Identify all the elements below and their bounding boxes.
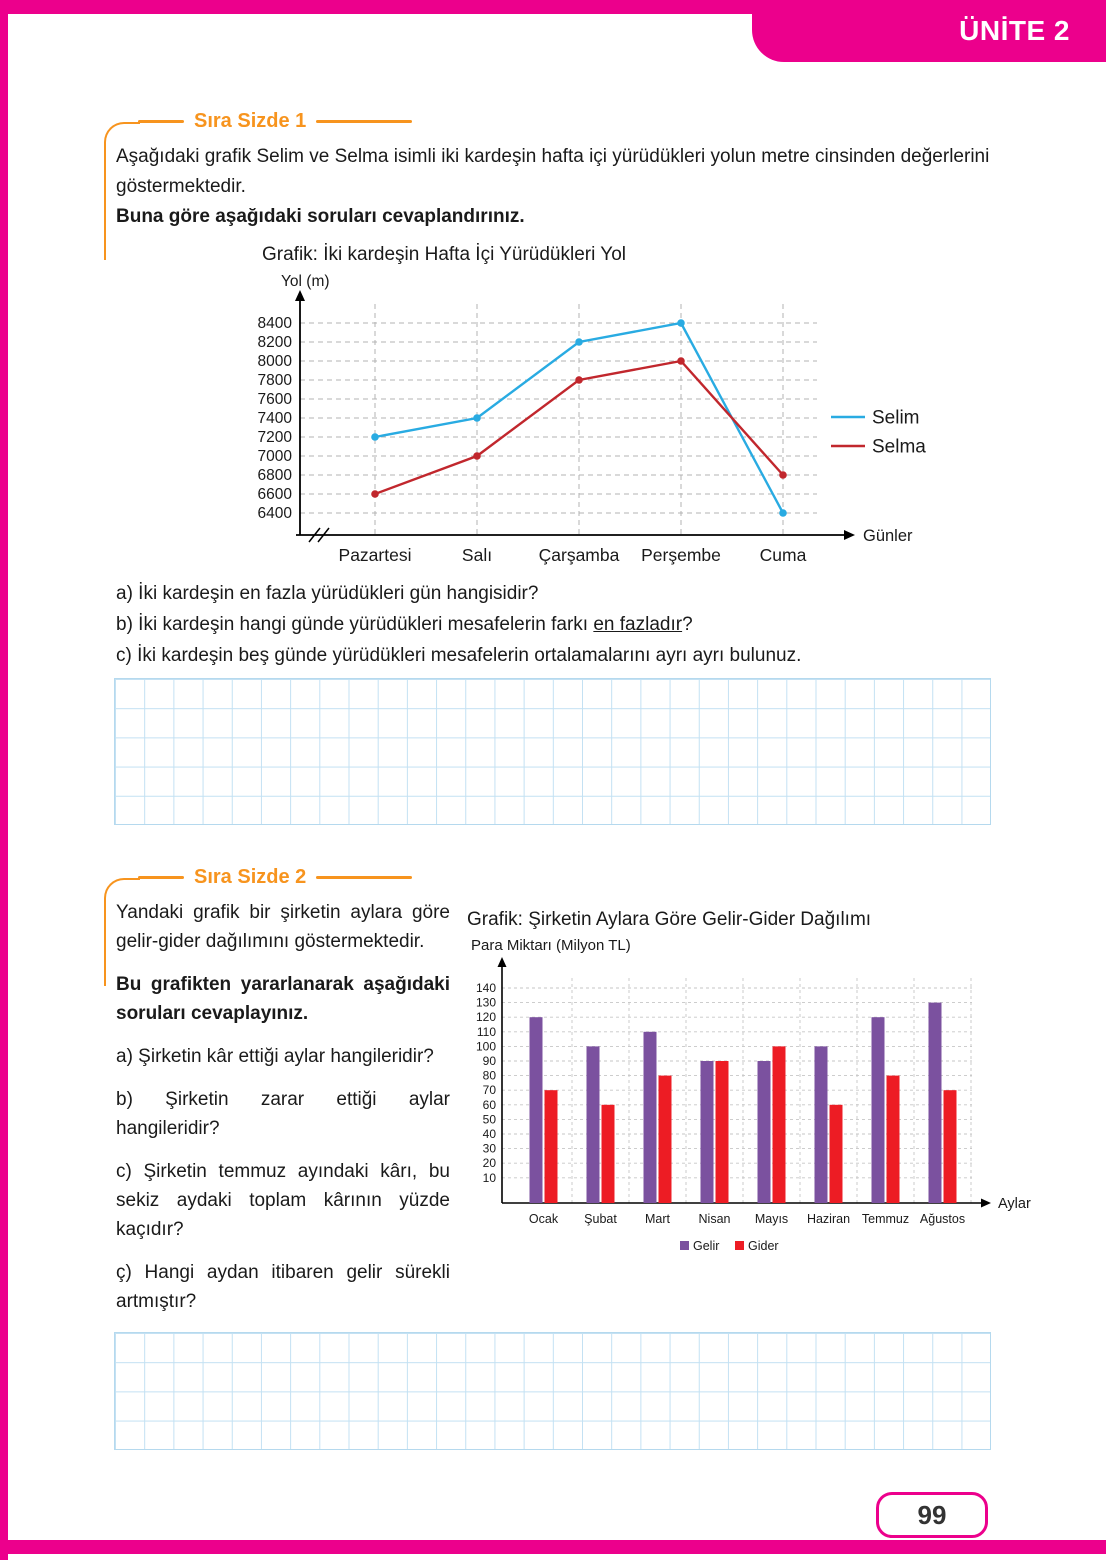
bar-chart-y-axis-label: Para Miktarı (Milyon TL) [471,937,631,954]
svg-text:Pazartesi: Pazartesi [338,545,412,565]
svg-text:110: 110 [476,1024,496,1039]
answer-grid-1 [114,678,991,825]
bottom-accent-bar [0,1540,1106,1554]
svg-text:140: 140 [475,981,496,995]
svg-text:6800: 6800 [257,467,292,484]
svg-text:Perşembe: Perşembe [641,545,721,565]
question-2ch: ç) Hangi aydan itibaren gelir sürekli artmıştır? [116,1262,450,1312]
bar-chart [460,948,1040,1278]
svg-text:7800: 7800 [257,372,292,389]
label-rule-left [138,876,184,879]
svg-text:Temmuz: Temmuz [861,1212,910,1226]
svg-text:Mart: Mart [645,1212,670,1226]
underlined-phrase: en fazladır [593,614,683,635]
sira-sizde-2-header [138,866,412,889]
section1-instruction: Buna göre aşağıdaki soruları cevaplandırınız. [116,206,525,227]
svg-text:8400: 8400 [257,315,292,332]
svg-text:7600: 7600 [257,391,292,408]
question-1a: a) İki kardeşin en fazla yürüdükleri gün hangisidir? [116,583,539,604]
svg-text:Şubat: Şubat [584,1212,617,1226]
line-chart-title: Grafik: İki kardeşin Hafta İçi Yürüdükleri Yol [262,244,626,265]
svg-text:7400: 7400 [257,410,292,427]
svg-text:60: 60 [482,1097,496,1112]
svg-text:20: 20 [482,1156,496,1171]
page-number: 99 [917,1499,947,1530]
svg-text:Cuma: Cuma [759,545,807,565]
sira-sizde-1-header [138,110,412,133]
svg-text:30: 30 [482,1141,496,1156]
section2-intro: Yandaki grafik bir şirketin aylara göre gelir-gider dağılımını göstermektedir. [116,902,450,952]
question-2c: c) Şirketin temmuz ayındaki kârı, bu sekiz aydaki toplam kârının yüzde kaçıdır? [116,1161,450,1240]
section1-intro: Aşağıdaki grafik Selim ve Selma isimli iki kardeşin hafta içi yürüdükleri yolun metre cinsinden değerlerini göstermektedir. [116,146,990,197]
svg-text:100: 100 [475,1039,496,1054]
left-accent-stripe [0,0,8,1560]
question-2a: a) Şirketin kâr ettiği aylar hangileridir? [116,1046,434,1067]
svg-text:Ağustos: Ağustos [919,1212,966,1226]
label-rule-right [316,120,412,123]
svg-text:Gider: Gider [748,1239,779,1253]
line-chart [255,252,955,572]
svg-text:6400: 6400 [257,505,292,522]
svg-text:Selim: Selim [872,407,920,429]
answer-grid-2 [114,1332,991,1450]
svg-text:7000: 7000 [257,448,292,465]
svg-text:130: 130 [475,995,496,1010]
bar-chart-svg [460,948,1040,1278]
sira-sizde-1-label: Sıra Sizde 1 [194,110,307,132]
section2-instruction: Bu grafikten yararlanarak aşağıdaki soruları cevaplayınız. [116,974,450,1024]
svg-text:Mayıs: Mayıs [754,1212,789,1226]
svg-text:6600: 6600 [257,486,292,503]
svg-text:Salı: Salı [461,545,493,565]
svg-text:70: 70 [482,1083,496,1098]
svg-text:7200: 7200 [257,429,292,446]
bar-chart-title: Grafik: Şirketin Aylara Göre Gelir-Gider Dağılımı [467,909,872,930]
svg-text:8000: 8000 [257,353,292,370]
svg-text:Nisan: Nisan [698,1212,731,1226]
svg-text:Çarşamba: Çarşamba [538,545,620,565]
label-rule-right [316,876,412,879]
svg-text:90: 90 [482,1054,496,1068]
line-chart-svg [255,252,955,572]
question-1b: b) İki kardeşin hangi günde yürüdükleri mesafelerin farkı en fazladır? [116,614,693,635]
svg-text:Ocak: Ocak [528,1212,559,1226]
page-number-badge [876,1492,988,1538]
section2-text [116,898,450,1316]
svg-text:Gelir: Gelir [693,1239,720,1253]
svg-text:50: 50 [482,1112,496,1127]
svg-text:Selma: Selma [872,436,926,458]
label-rule-left [138,120,184,123]
question-2b: b) Şirketin zarar ettiği aylar hangileridir? [116,1089,450,1139]
svg-text:Günler: Günler [863,527,913,545]
svg-text:Haziran: Haziran [806,1212,851,1226]
unit-header-tab [752,0,1106,62]
sira-sizde-2-label: Sıra Sizde 2 [194,866,307,888]
question-1c: c) İki kardeşin beş günde yürüdükleri mesafelerin ortalamalarını ayrı ayrı bulunuz. [116,645,802,666]
section1-text [116,142,1004,232]
svg-text:Aylar: Aylar [998,1196,1031,1212]
svg-text:80: 80 [482,1068,496,1083]
svg-text:10: 10 [482,1170,496,1185]
unit-label: ÜNİTE 2 [959,15,1070,46]
svg-text:40: 40 [482,1127,496,1141]
svg-text:120: 120 [475,1010,496,1025]
svg-text:Yol (m): Yol (m) [281,273,330,290]
svg-text:8200: 8200 [257,334,292,351]
section1-questions [116,578,1016,671]
